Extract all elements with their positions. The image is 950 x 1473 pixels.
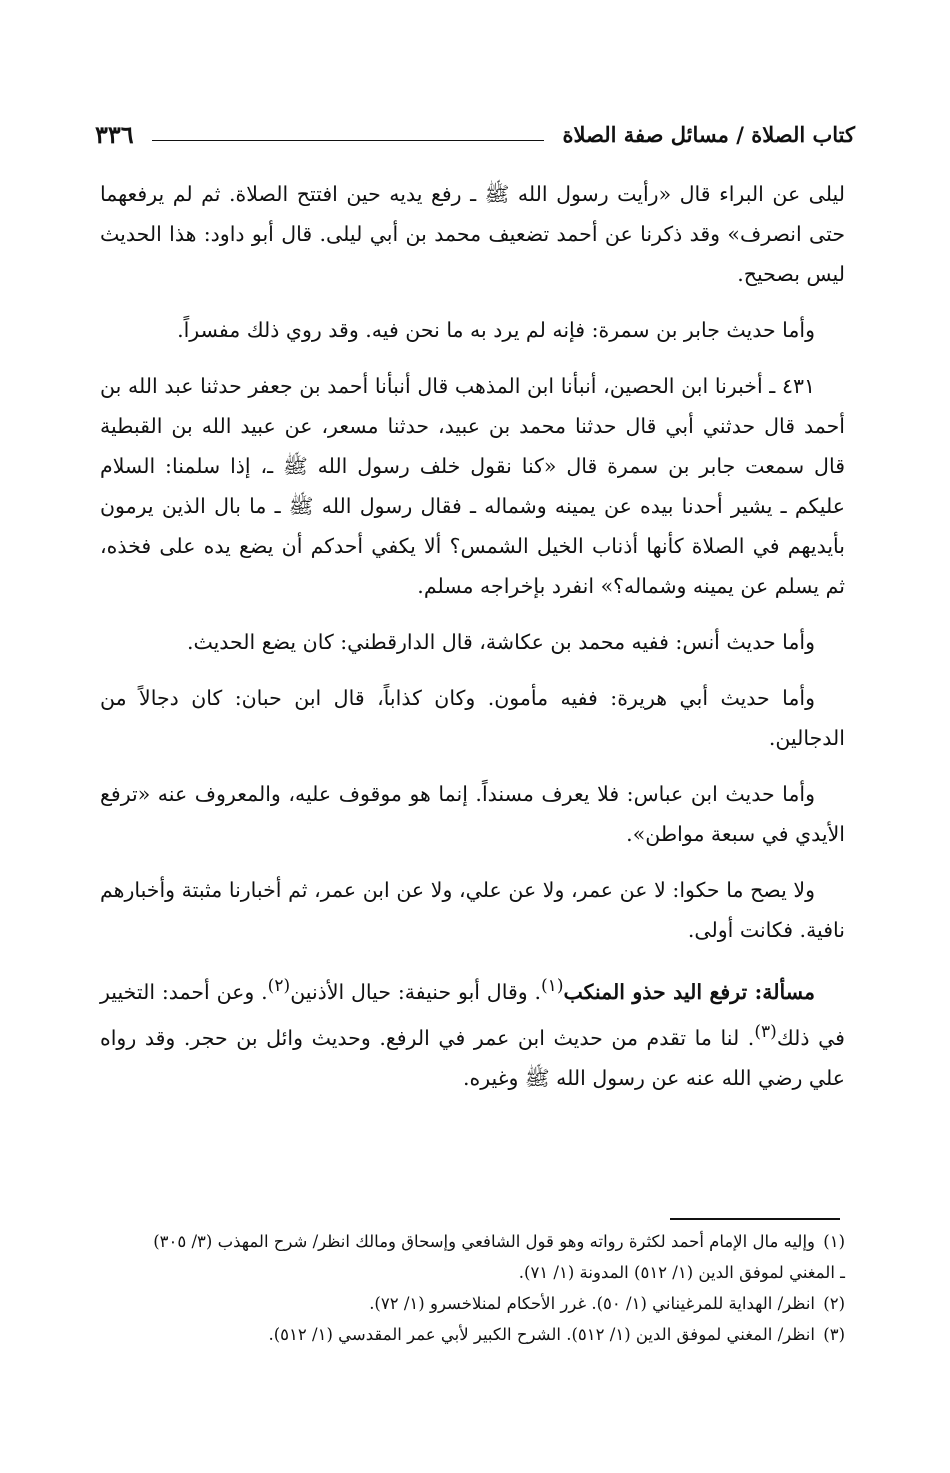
issue-label: مسألة: ترفع اليد حذو المنكب [563, 979, 815, 1004]
paragraph: وأما حديث ابن عباس: فلا يعرف مسنداً. إنما هو موقوف عليه، والمعروف عنه «ترفع الأيدي في سبعة مواطن». [100, 782, 845, 846]
footnote-number: (٢) [823, 1294, 845, 1313]
issue-text: . وعن أحمد: التخيير في ذلك [100, 979, 845, 1050]
hadith-paragraph: ٤٣١ ـ أخبرنا ابن الحصين، أنبأنا ابن المذهب قال أنبأنا أحمد بن جعفر حدثنا عبد الله بن أحمد قال حدثني أبي قال حدثنا محمد بن عبيد، حدثنا مسعر، عن عبيد الله بن القبطية قال سمعت جابر بن سمرة قال «كنا نقول خلف رسول الله ﷺ ـ، إذا سلمنا: السلام عليكم ـ يشير أحدنا بيده عن يمينه وشماله ـ فقال رسول الله ﷺ ـ ما بال الذين يرمون بأيديهم في الصلاة كأنها أذناب الخيل الشمس؟ ألا يكفي أحدكم أن يضع يده على فخذه، ثم يسلم عن يمينه وشماله؟» انفرد بإخراجه مسلم. [100, 374, 845, 598]
paragraph: وأما حديث أنس: ففيه محمد بن عكاشة، قال الدارقطني: كان يضع الحديث. [186, 630, 815, 654]
main-text [100, 174, 845, 1116]
header-rule [152, 140, 545, 141]
footnote [92, 1226, 845, 1257]
footnote [92, 1288, 845, 1319]
footnote-separator [670, 1218, 840, 1220]
footnote-marker[interactable]: (١) [540, 976, 564, 996]
running-title: كتاب الصلاة / مسائل صفة الصلاة [562, 121, 855, 147]
footnote-marker[interactable]: (٢) [267, 976, 291, 996]
issue-text: . وقال أبو حنيفة: حيال الأذنين [290, 979, 541, 1004]
footnote-text: انظر/ المغني لموفق الدين (١/ ٥١٢). الشرح الكبير لأبي عمر المقدسي (١/ ٥١٢). [268, 1325, 815, 1344]
footnotes [92, 1226, 845, 1350]
footnote-text: وإليه مال الإمام أحمد لكثرة رواته وهو قول الشافعي وإسحاق ومالك انظر/ شرح المهذب (٣/ ٣٠٥) [153, 1232, 815, 1251]
paragraph: ولا يصح ما حكوا: لا عن عمر، ولا عن علي، ولا عن ابن عمر، ثم أخبارنا مثبتة وأخبارهم نافية. فكانت أولى. [100, 878, 845, 942]
footnote-marker[interactable]: (٣) [754, 1021, 777, 1042]
footnote-continuation: ـ المغني لموفق الدين (١/ ٥١٢) المدونة (١/ ٧١). [518, 1263, 845, 1282]
footnote [92, 1319, 845, 1350]
footnote-number: (٣) [823, 1325, 845, 1344]
page-number: ٣٣٦ [95, 119, 134, 149]
paragraph: وأما حديث جابر بن سمرة: فإنه لم يرد به ما نحن فيه. وقد روي ذلك مفسراً. [177, 318, 815, 342]
footnote-text: انظر/ الهداية للمرغيناني (١/ ٥٠). غرر الأحكام لمنلاخسرو (١/ ٧٢). [369, 1294, 815, 1313]
paragraph: ليلى عن البراء قال «رأيت رسول الله ﷺ ـ رفع يديه حين افتتح الصلاة. ثم لم يرفعهما حتى انصرف» وقد ذكرنا عن أحمد تضعيف محمد بن أبي ليلى. قال أبو داود: هذا الحديث ليس بصحيح. [100, 182, 845, 286]
page-header [95, 118, 855, 150]
issue-text: . لنا ما تقدم من حديث ابن عمر في الرفع. وحديث وائل بن حجر. وقد رواه علي رضي الله عنه عن رسول الله ﷺ وغيره. [100, 1025, 845, 1090]
footnote-number: (١) [823, 1232, 845, 1251]
paragraph: وأما حديث أبي هريرة: ففيه مأمون. وكان كذاباً، قال ابن حبان: كان دجالاً من الدجالين. [100, 686, 845, 750]
issue-paragraph [100, 966, 845, 1098]
